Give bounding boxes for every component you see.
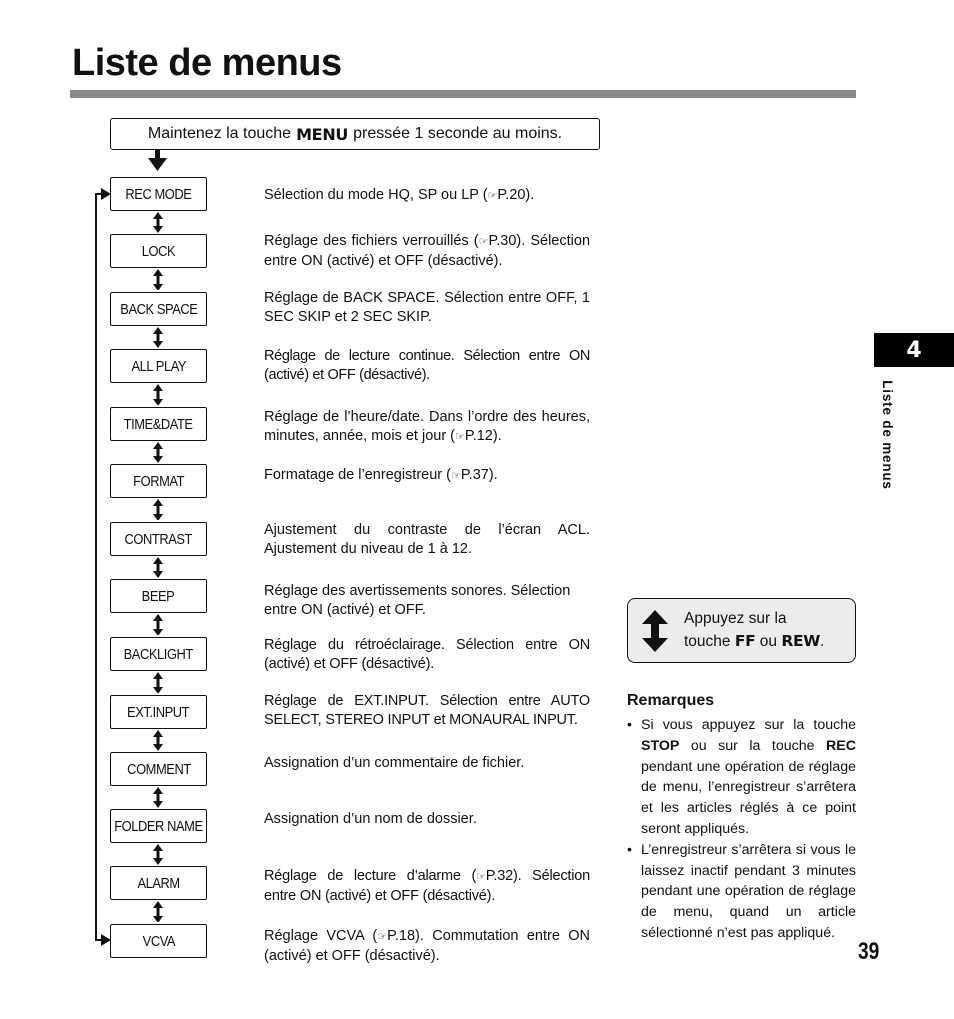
- desc-alarm: Réglage de lecture d’alarme (☞P.32). Sélection entre ON (activé) et OFF (désactivé).: [264, 868, 590, 904]
- desc-time-date: Réglage de l’heure/date. Dans l’ordre des heures, minutes, année, mois et jour (☞P.12).: [264, 409, 590, 444]
- menu-item-beep: BEEP: [110, 579, 207, 613]
- menu-item-backlight: BACKLIGHT: [110, 637, 207, 671]
- up-down-connector-icon: [148, 441, 168, 463]
- desc-vcva: Réglage VCVA (☞P.18). Commutation entre ON (activé) et OFF (désactivé).: [264, 928, 590, 964]
- reference-icon: ☞: [476, 870, 486, 883]
- menu-item-comment: COMMENT: [110, 752, 207, 786]
- reference-icon: ☞: [487, 189, 498, 202]
- navigation-hint: [627, 598, 856, 663]
- desc-contrast: Ajustement du contraste de l’écran ACL. Ajustement du niveau de 1 à 12.: [264, 522, 590, 557]
- up-down-connector-icon: [148, 786, 168, 808]
- up-down-connector-icon: [148, 211, 168, 233]
- page-title: Liste de menus: [72, 42, 342, 84]
- instruction-text-before: Maintenez la touche: [147, 125, 292, 142]
- menu-item-back-space: BACK SPACE: [110, 292, 207, 326]
- note-item: • L’enregistreur s’arrêtera si vous le laissez inactif pendant 3 minutes pendant une opération de réglage de menu, quand un article sélectionné n’est pas appliqué.: [627, 840, 856, 944]
- desc-back-space: Réglage de BACK SPACE. Sélection entre OFF, 1 SEC SKIP et 2 SEC SKIP.: [264, 290, 590, 325]
- desc-rec-mode: Sélection du mode HQ, SP ou LP (☞P.20).: [264, 187, 535, 203]
- up-down-connector-icon: [148, 383, 168, 405]
- menu-item-rec-mode: REC MODE: [110, 177, 207, 211]
- menu-item-time-date: TIME&DATE: [110, 407, 207, 441]
- menu-item-contrast: CONTRAST: [110, 522, 207, 556]
- desc-lock: Réglage des fichiers verrouillés (☞P.30). Sélection entre ON (activé) et OFF (désactivé).: [264, 233, 591, 269]
- chapter-tab: 4: [874, 333, 954, 367]
- up-down-connector-icon: [148, 613, 168, 635]
- up-down-connector-icon: [148, 671, 168, 693]
- ff-key-label: FF: [734, 632, 756, 650]
- up-down-connector-icon: [148, 556, 168, 578]
- up-down-connector-icon: [148, 268, 168, 290]
- reference-icon: ☞: [450, 469, 461, 482]
- instruction-text-after: pressée 1 seconde au moins.: [353, 125, 563, 142]
- note-item: • Si vous appuyez sur la touche STOP ou sur la touche REC pendant une opération de réglage de menu, l’enregistreur s’arrêtera et les articles réglés à ce point seront appliqués.: [627, 715, 856, 840]
- up-down-connector-icon: [148, 900, 168, 922]
- menu-item-format: FORMAT: [110, 464, 207, 498]
- desc-format: Formatage de l’enregistreur (☞P.37).: [264, 467, 498, 483]
- reference-icon: ☞: [478, 235, 489, 248]
- menu-item-ext-input: EXT.INPUT: [110, 695, 207, 729]
- desc-ext-input: Réglage de EXT.INPUT. Sélection entre AUTO SELECT, STEREO INPUT et MONAURAL INPUT.: [264, 693, 590, 728]
- menu-item-lock: LOCK: [110, 234, 207, 268]
- menu-item-alarm: ALARM: [110, 866, 207, 900]
- up-down-connector-icon: [148, 326, 168, 348]
- menu-item-vcva: VCVA: [110, 924, 207, 958]
- up-down-connector-icon: [148, 498, 168, 520]
- menu-item-folder-name: FOLDER NAME: [110, 809, 207, 843]
- reference-icon: ☞: [377, 930, 388, 943]
- menu-item-all-play: ALL PLAY: [110, 349, 207, 383]
- page-number: 39: [858, 938, 880, 965]
- desc-backlight: Réglage du rétroéclairage. Sélection entre ON (activé) et OFF (désactivé).: [264, 637, 590, 672]
- up-down-arrow-icon: [638, 608, 672, 654]
- notes-list: [627, 715, 856, 944]
- reference-icon: ☞: [455, 429, 465, 443]
- desc-folder-name: Assignation d’un nom de dossier.: [264, 811, 477, 827]
- up-down-connector-icon: [148, 729, 168, 751]
- menu-key-label: MENU: [296, 124, 349, 144]
- desc-all-play: Réglage de lecture continue. Sélection entre ON (activé) et OFF (désactivé).: [264, 348, 590, 383]
- up-down-connector-icon: [148, 843, 168, 865]
- desc-comment: Assignation d’un commentaire de fichier.: [264, 755, 525, 771]
- down-arrow-icon: [148, 150, 167, 171]
- notes-title: Remarques: [627, 692, 715, 709]
- side-section-label: Liste de menus: [880, 380, 896, 490]
- desc-beep: Réglage des avertissements sonores. Sélection entre ON (activé) et OFF.: [264, 583, 571, 618]
- hint-text: Appuyez sur la touche FF ou REW.: [684, 610, 825, 650]
- rew-key-label: REW: [781, 632, 821, 650]
